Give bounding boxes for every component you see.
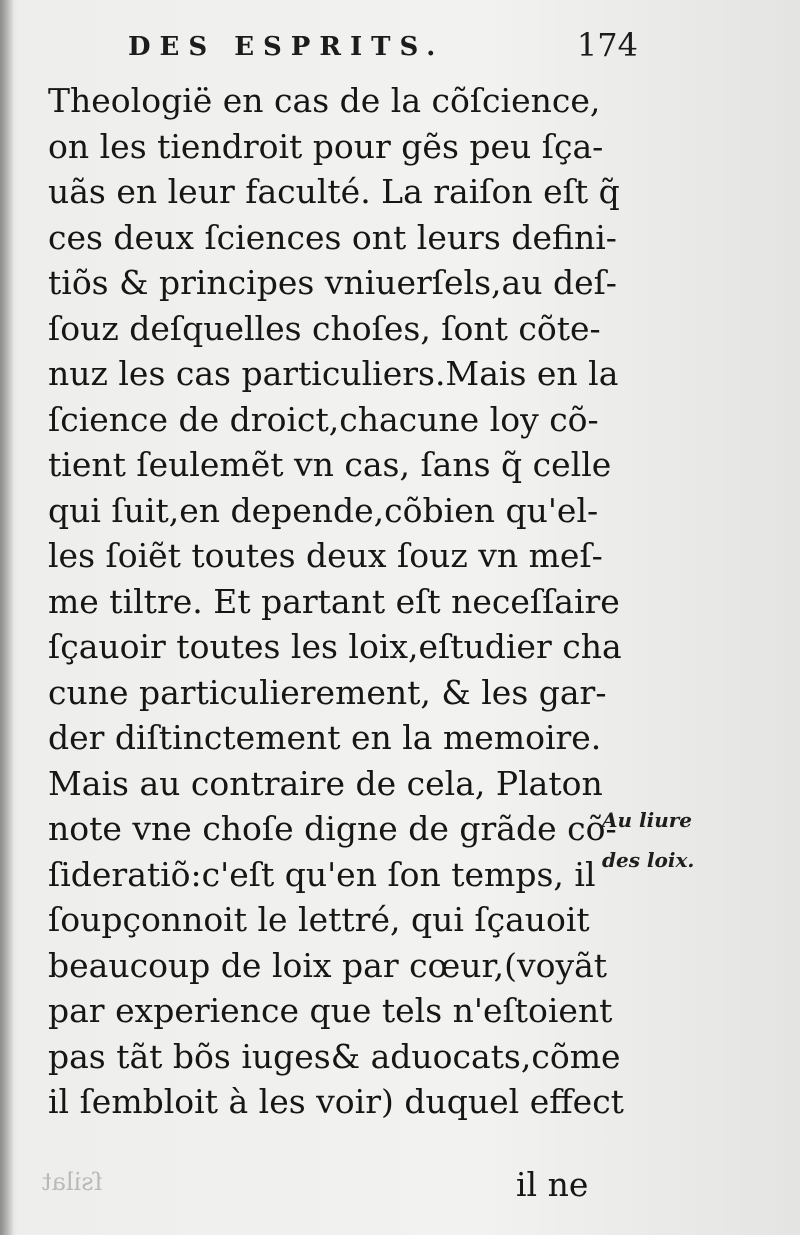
text-line: tiõs & principes vniuerſels,au deſ- (48, 263, 617, 302)
text-line: tient ſeulemẽt vn cas, ſans q̃ celle (48, 445, 612, 484)
text-line: Mais au contraire de cela, Platon (48, 763, 603, 803)
text-line: ces deux ſciences ont leurs defini- (48, 217, 617, 257)
body-text (48, 78, 624, 1125)
text-line: il ſembloit à les voir) duquel effect (48, 1082, 624, 1121)
text-line: les ſoiẽt toutes deux ſouz vn meſ- (48, 536, 603, 575)
text-line: ſouz deſquelles choſes, ſont cõte- (48, 308, 601, 348)
text-line: qui ſuit,en depende,cõbien qu'el- (48, 490, 599, 530)
text-line: uãs en leur faculté. La raiſon eſt q̃ (48, 172, 620, 211)
text-line: der diſtinctement en la memoire. (48, 718, 602, 757)
text-line: cune particulierement, & les gar- (48, 672, 607, 712)
text-line: ſoupçonnoit le lettré, qui ſçauoit (48, 900, 590, 939)
text-line: par experience que tels n'eſtoient (48, 991, 613, 1030)
text-line: ſcience de droict,chacune loy cõ- (48, 399, 599, 439)
page-number: 174 (576, 26, 638, 64)
text-line: me tiltre. Et partant eſt neceſſaire (48, 581, 620, 621)
text-line: nuz les cas particuliers.Mais en la (48, 354, 619, 393)
marginal-note-line: des loix. (602, 848, 695, 872)
text-line: ſçauoir toutes les loix,eſtudier cha (48, 627, 622, 666)
catchword: il ne (516, 1165, 589, 1204)
text-line: note vne choſe digne de grãde cõ- (48, 809, 617, 848)
running-title: DES ESPRITS. (128, 32, 445, 62)
marginal-note-line: Au liure (602, 808, 693, 832)
running-head (118, 24, 638, 70)
text-line: beaucoup de loix par cœur,(voyãt (48, 945, 608, 985)
gutter-shadow (0, 0, 14, 1235)
text-line: Theologië en cas de la cõſcience, (48, 81, 601, 120)
marginal-note (602, 800, 772, 880)
text-line: pas tãt bõs iuges& aduocats,cõme (48, 1036, 621, 1076)
show-through-text: ſsilat (42, 1168, 103, 1196)
text-line: ſideratiõ:c'eſt qu'en ſon temps, il (48, 854, 596, 894)
text-line: on les tiendroit pour gẽs peu ſça- (48, 126, 604, 166)
